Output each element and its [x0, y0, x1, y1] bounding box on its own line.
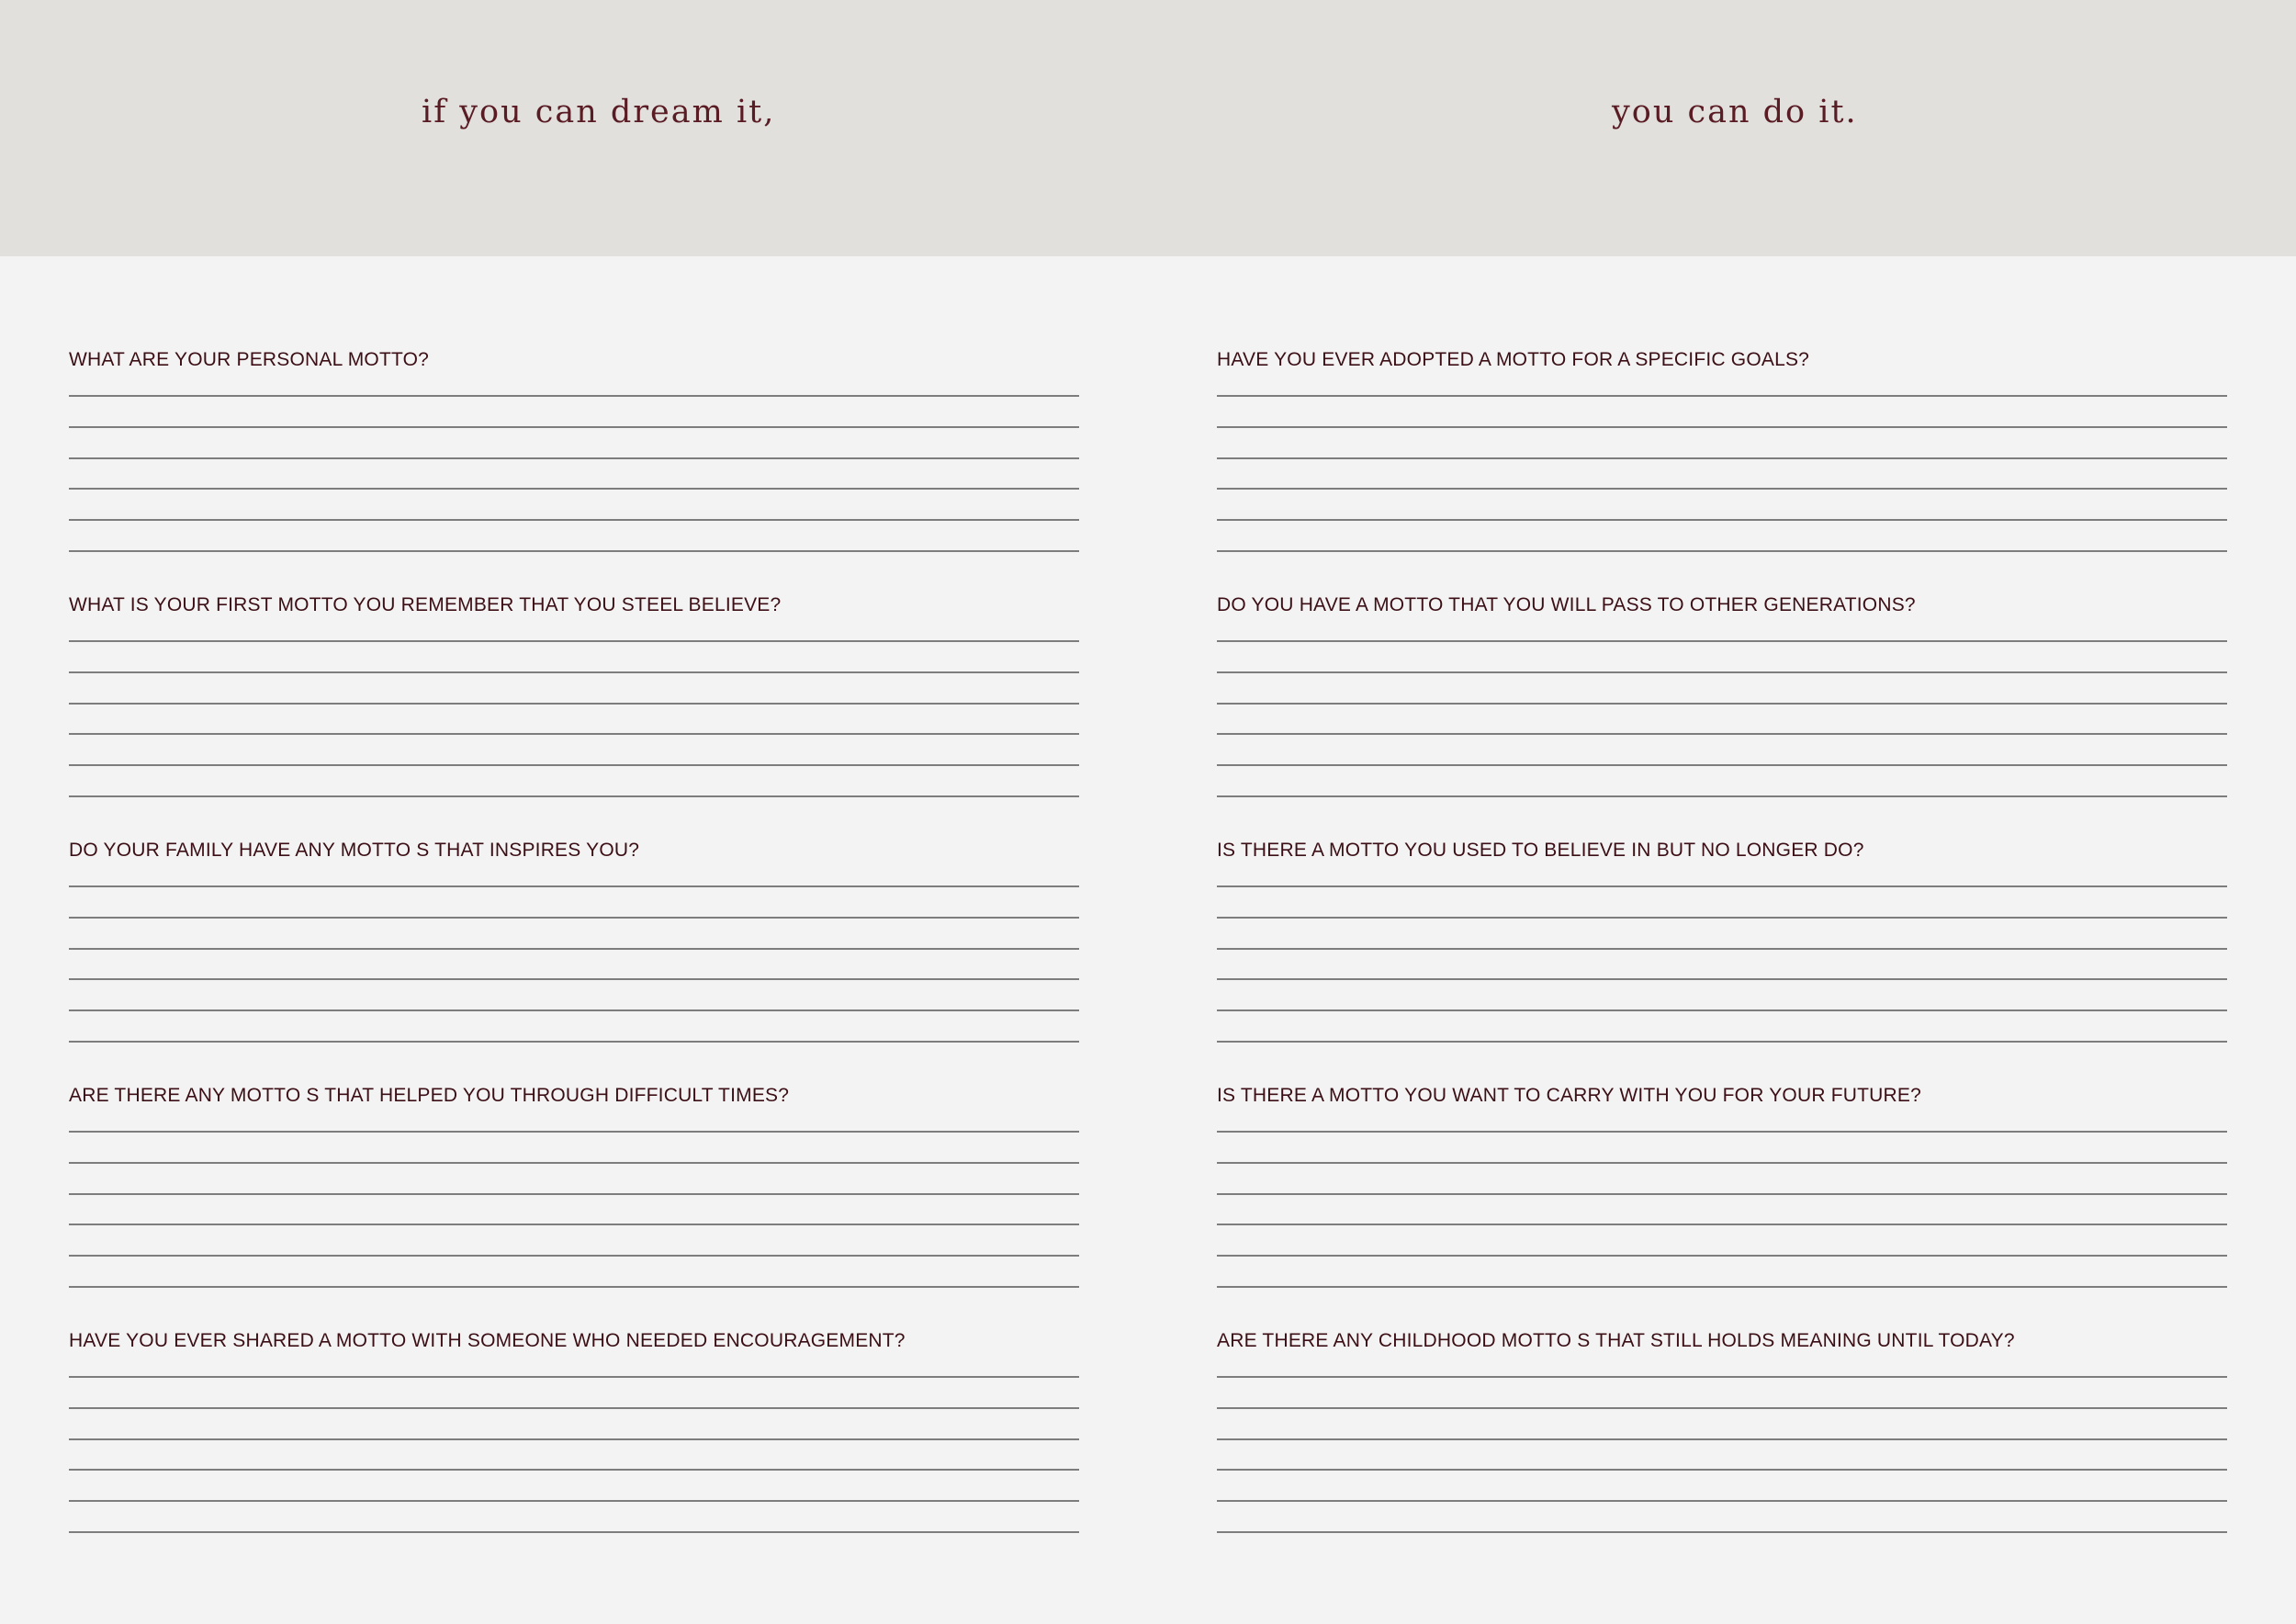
answer-line[interactable] [1217, 1131, 2227, 1133]
answer-line[interactable] [69, 948, 1079, 950]
prompt-question: DO YOUR FAMILY HAVE ANY MOTTO S THAT INSPIRES YOU? [69, 840, 640, 861]
left-column [69, 349, 1079, 1575]
answer-line[interactable] [69, 640, 1079, 642]
answer-line[interactable] [1217, 426, 2227, 428]
answer-line[interactable] [1217, 457, 2227, 459]
prompt-block [1217, 1085, 2227, 1330]
answer-line[interactable] [1217, 703, 2227, 705]
answer-line[interactable] [69, 1009, 1079, 1011]
answer-line[interactable] [69, 885, 1079, 887]
answer-line[interactable] [1217, 519, 2227, 521]
answer-line[interactable] [69, 1376, 1079, 1378]
answer-line[interactable] [1217, 1009, 2227, 1011]
prompt-question: WHAT IS YOUR FIRST MOTTO YOU REMEMBER THAT YOU STEEL BELIEVE? [69, 594, 782, 615]
answer-line[interactable] [1217, 885, 2227, 887]
answer-line[interactable] [1217, 1041, 2227, 1043]
prompt-question: ARE THERE ANY CHILDHOOD MOTTO S THAT STILL HOLDS MEANING UNTIL TODAY? [1217, 1330, 2015, 1351]
answer-line[interactable] [1217, 1162, 2227, 1164]
answer-line[interactable] [69, 488, 1079, 490]
prompt-question: ARE THERE ANY MOTTO S THAT HELPED YOU THROUGH DIFFICULT TIMES? [69, 1085, 790, 1106]
answer-line[interactable] [69, 703, 1079, 705]
answer-line[interactable] [1217, 1407, 2227, 1409]
answer-line[interactable] [1217, 640, 2227, 642]
answer-line[interactable] [1217, 550, 2227, 552]
answer-line[interactable] [1217, 1376, 2227, 1378]
prompt-block [69, 840, 1079, 1085]
answer-line[interactable] [69, 1131, 1079, 1133]
prompt-question: HAVE YOU EVER SHARED A MOTTO WITH SOMEONE WHO NEEDED ENCOURAGEMENT? [69, 1330, 906, 1351]
answer-line[interactable] [69, 978, 1079, 980]
answer-line[interactable] [1217, 1531, 2227, 1533]
answer-line[interactable] [69, 426, 1079, 428]
answer-line[interactable] [69, 733, 1079, 735]
answer-line[interactable] [1217, 1255, 2227, 1257]
answer-line[interactable] [1217, 764, 2227, 766]
answer-line[interactable] [1217, 948, 2227, 950]
answer-line[interactable] [69, 1286, 1079, 1288]
prompt-question: IS THERE A MOTTO YOU WANT TO CARRY WITH YOU FOR YOUR FUTURE? [1217, 1085, 1921, 1106]
answer-line[interactable] [69, 764, 1079, 766]
answer-line[interactable] [1217, 1438, 2227, 1440]
prompt-question: DO YOU HAVE A MOTTO THAT YOU WILL PASS TO OTHER GENERATIONS? [1217, 594, 1916, 615]
answer-line[interactable] [1217, 1286, 2227, 1288]
prompt-block [1217, 594, 2227, 840]
answer-line[interactable] [1217, 1224, 2227, 1225]
right-column [1217, 349, 2227, 1575]
prompt-block [69, 1085, 1079, 1330]
answer-line[interactable] [69, 671, 1079, 673]
answer-line[interactable] [69, 1500, 1079, 1502]
answer-line[interactable] [69, 795, 1079, 797]
prompt-block [1217, 1330, 2227, 1575]
answer-line[interactable] [1217, 671, 2227, 673]
answer-line[interactable] [69, 1041, 1079, 1043]
prompt-block [1217, 840, 2227, 1085]
answer-line[interactable] [69, 1438, 1079, 1440]
answer-line[interactable] [69, 917, 1079, 919]
answer-line[interactable] [69, 1255, 1079, 1257]
answer-line[interactable] [1217, 1500, 2227, 1502]
answer-line[interactable] [69, 457, 1079, 459]
header-right-text: you can do it. [1612, 94, 1858, 130]
answer-line[interactable] [1217, 395, 2227, 397]
answer-line[interactable] [1217, 978, 2227, 980]
prompt-block [69, 594, 1079, 840]
answer-line[interactable] [69, 1407, 1079, 1409]
answer-line[interactable] [69, 1224, 1079, 1225]
answer-line[interactable] [69, 550, 1079, 552]
prompt-block [1217, 349, 2227, 594]
answer-line[interactable] [69, 1193, 1079, 1195]
answer-line[interactable] [69, 1531, 1079, 1533]
answer-line[interactable] [69, 1162, 1079, 1164]
header-band [0, 0, 2296, 256]
answer-line[interactable] [1217, 1193, 2227, 1195]
header-left-text: if you can dream it, [422, 94, 776, 130]
answer-line[interactable] [1217, 917, 2227, 919]
prompt-block [69, 1330, 1079, 1575]
answer-line[interactable] [1217, 488, 2227, 490]
answer-line[interactable] [69, 1469, 1079, 1471]
prompt-block [69, 349, 1079, 594]
answer-line[interactable] [1217, 1469, 2227, 1471]
answer-line[interactable] [1217, 733, 2227, 735]
prompt-question: WHAT ARE YOUR PERSONAL MOTTO? [69, 349, 430, 370]
answer-line[interactable] [1217, 795, 2227, 797]
answer-line[interactable] [69, 519, 1079, 521]
prompt-question: IS THERE A MOTTO YOU USED TO BELIEVE IN BUT NO LONGER DO? [1217, 840, 1864, 861]
prompt-question: HAVE YOU EVER ADOPTED A MOTTO FOR A SPECIFIC GOALS? [1217, 349, 1810, 370]
answer-line[interactable] [69, 395, 1079, 397]
